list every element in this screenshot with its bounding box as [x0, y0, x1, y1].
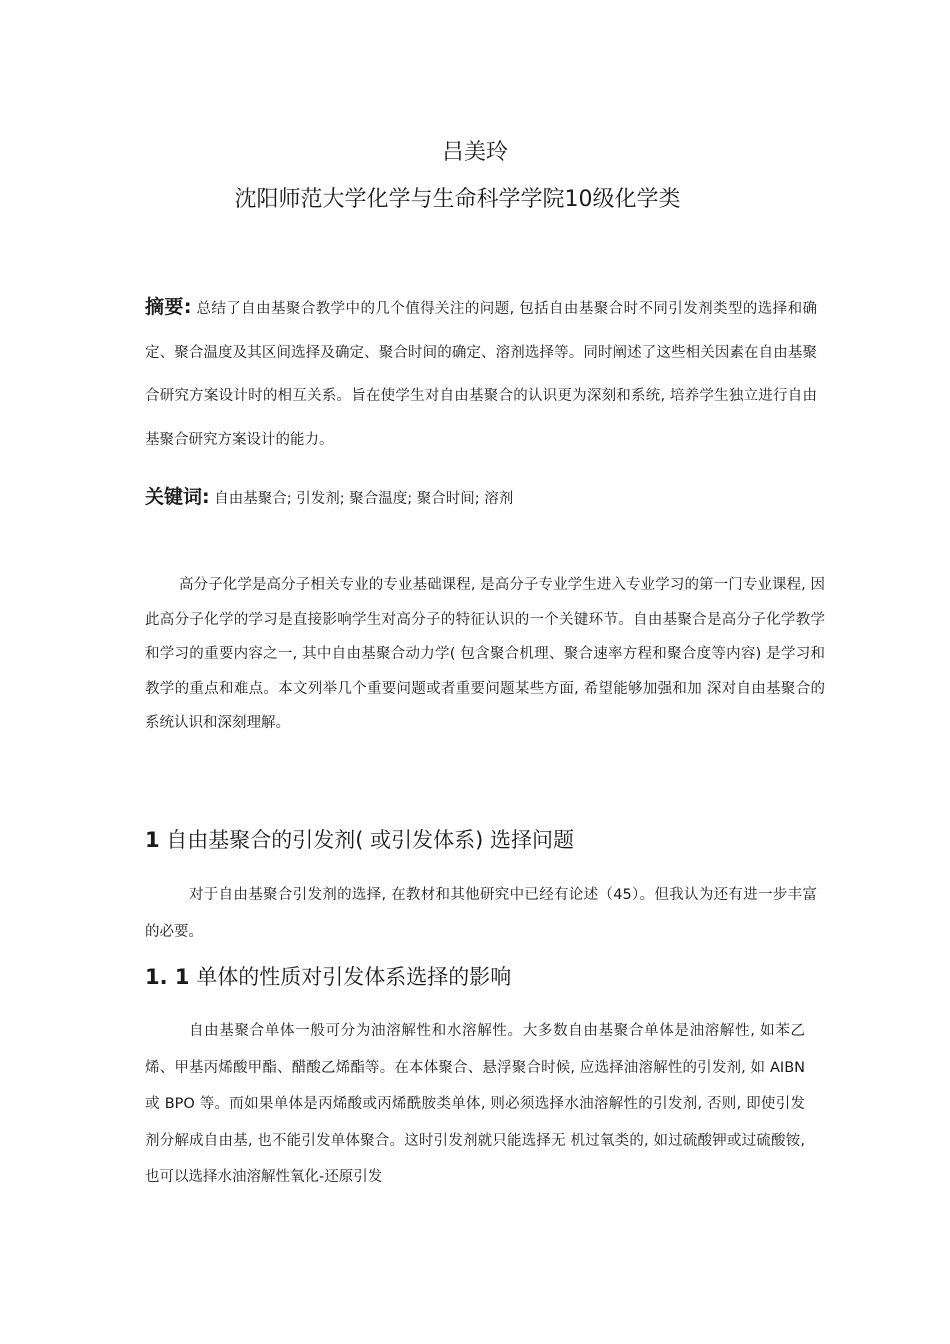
section-1-1-heading	[145, 959, 511, 995]
section-1-1-paragraph: 自由基聚合单体一般可分为油溶解性和水溶解性。大多数自由基聚合单体是油溶解性, 如苯乙烯、甲基丙烯酸甲酯、醋酸乙烯酯等。在本体聚合、悬浮聚合时候, 应选择油溶解性的引发剂, 如 AIBN 或 BPO 等。而如果单体是丙烯酸或丙烯酰胺类单体, 则必须选择水油溶解性的引发剂, 否则, 即使引发剂分解成自由基, 也不能引发单体聚合。这时引发剂就只能选择无 机过氧类的, 如过硫酸钾或过硫酸铵, 也可以选择水油溶解性氧化-还原引发	[145, 1023, 805, 1185]
section-1-1-number: 1. 1	[145, 965, 190, 989]
section-1-1-title: 单体的性质对引发体系选择的影响	[189, 965, 512, 989]
author-name: 吕美玲	[441, 140, 508, 165]
abstract-paragraph	[145, 286, 817, 462]
intro-paragraph: 高分子化学是高分子相关专业的专业基础课程, 是高分子专业学生进入专业学习的第一门专业课程, 因此高分子化学的学习是直接影响学生对高分子的特征认识的一个关键环节。自由基聚合是高分子化学教学和学习的重要内容之一, 其中自由基聚合动力学( 包含聚合机理、聚合速率方程和聚合度等内容) 是学习和教学的重点和难点。本文列举几个重要问题或者重要问题某些方面, 希望能够加强和加 深对自由基聚合的系统认识和深刻理解。	[145, 577, 825, 731]
author-affiliation: 沈阳师范大学化学与生命科学学院10级化学类	[234, 187, 681, 212]
section-1-title: 自由基聚合的引发剂( 或引发体系) 选择问题	[159, 828, 575, 852]
section-1-heading	[145, 823, 574, 857]
section-1-number: 1	[145, 828, 160, 852]
abstract-text: 总结了自由基聚合教学中的几个值得关注的问题, 包括自由基聚合时不同引发剂类型的选择和确定、聚合温度及其区间选择及确定、聚合时间的确定、溶剂选择等。同时阐述了这些相关因素在自由基聚合研究方案设计时的相互关系。旨在使学生对自由基聚合的认识更为深刻和系统, 培养学生独立进行自由基聚合研究方案设计的能力。	[145, 301, 817, 448]
keywords-line	[145, 480, 817, 516]
section-1-paragraph: 对于自由基聚合引发剂的选择, 在教材和其他研究中已经有论述（45）。但我认为还有进一步丰富的必要。	[145, 887, 817, 940]
abstract-label: 摘要:	[145, 296, 192, 318]
keywords-text: 自由基聚合; 引发剂; 聚合温度; 聚合时间; 溶剂	[214, 491, 514, 507]
keywords-label: 关键词:	[145, 486, 210, 508]
